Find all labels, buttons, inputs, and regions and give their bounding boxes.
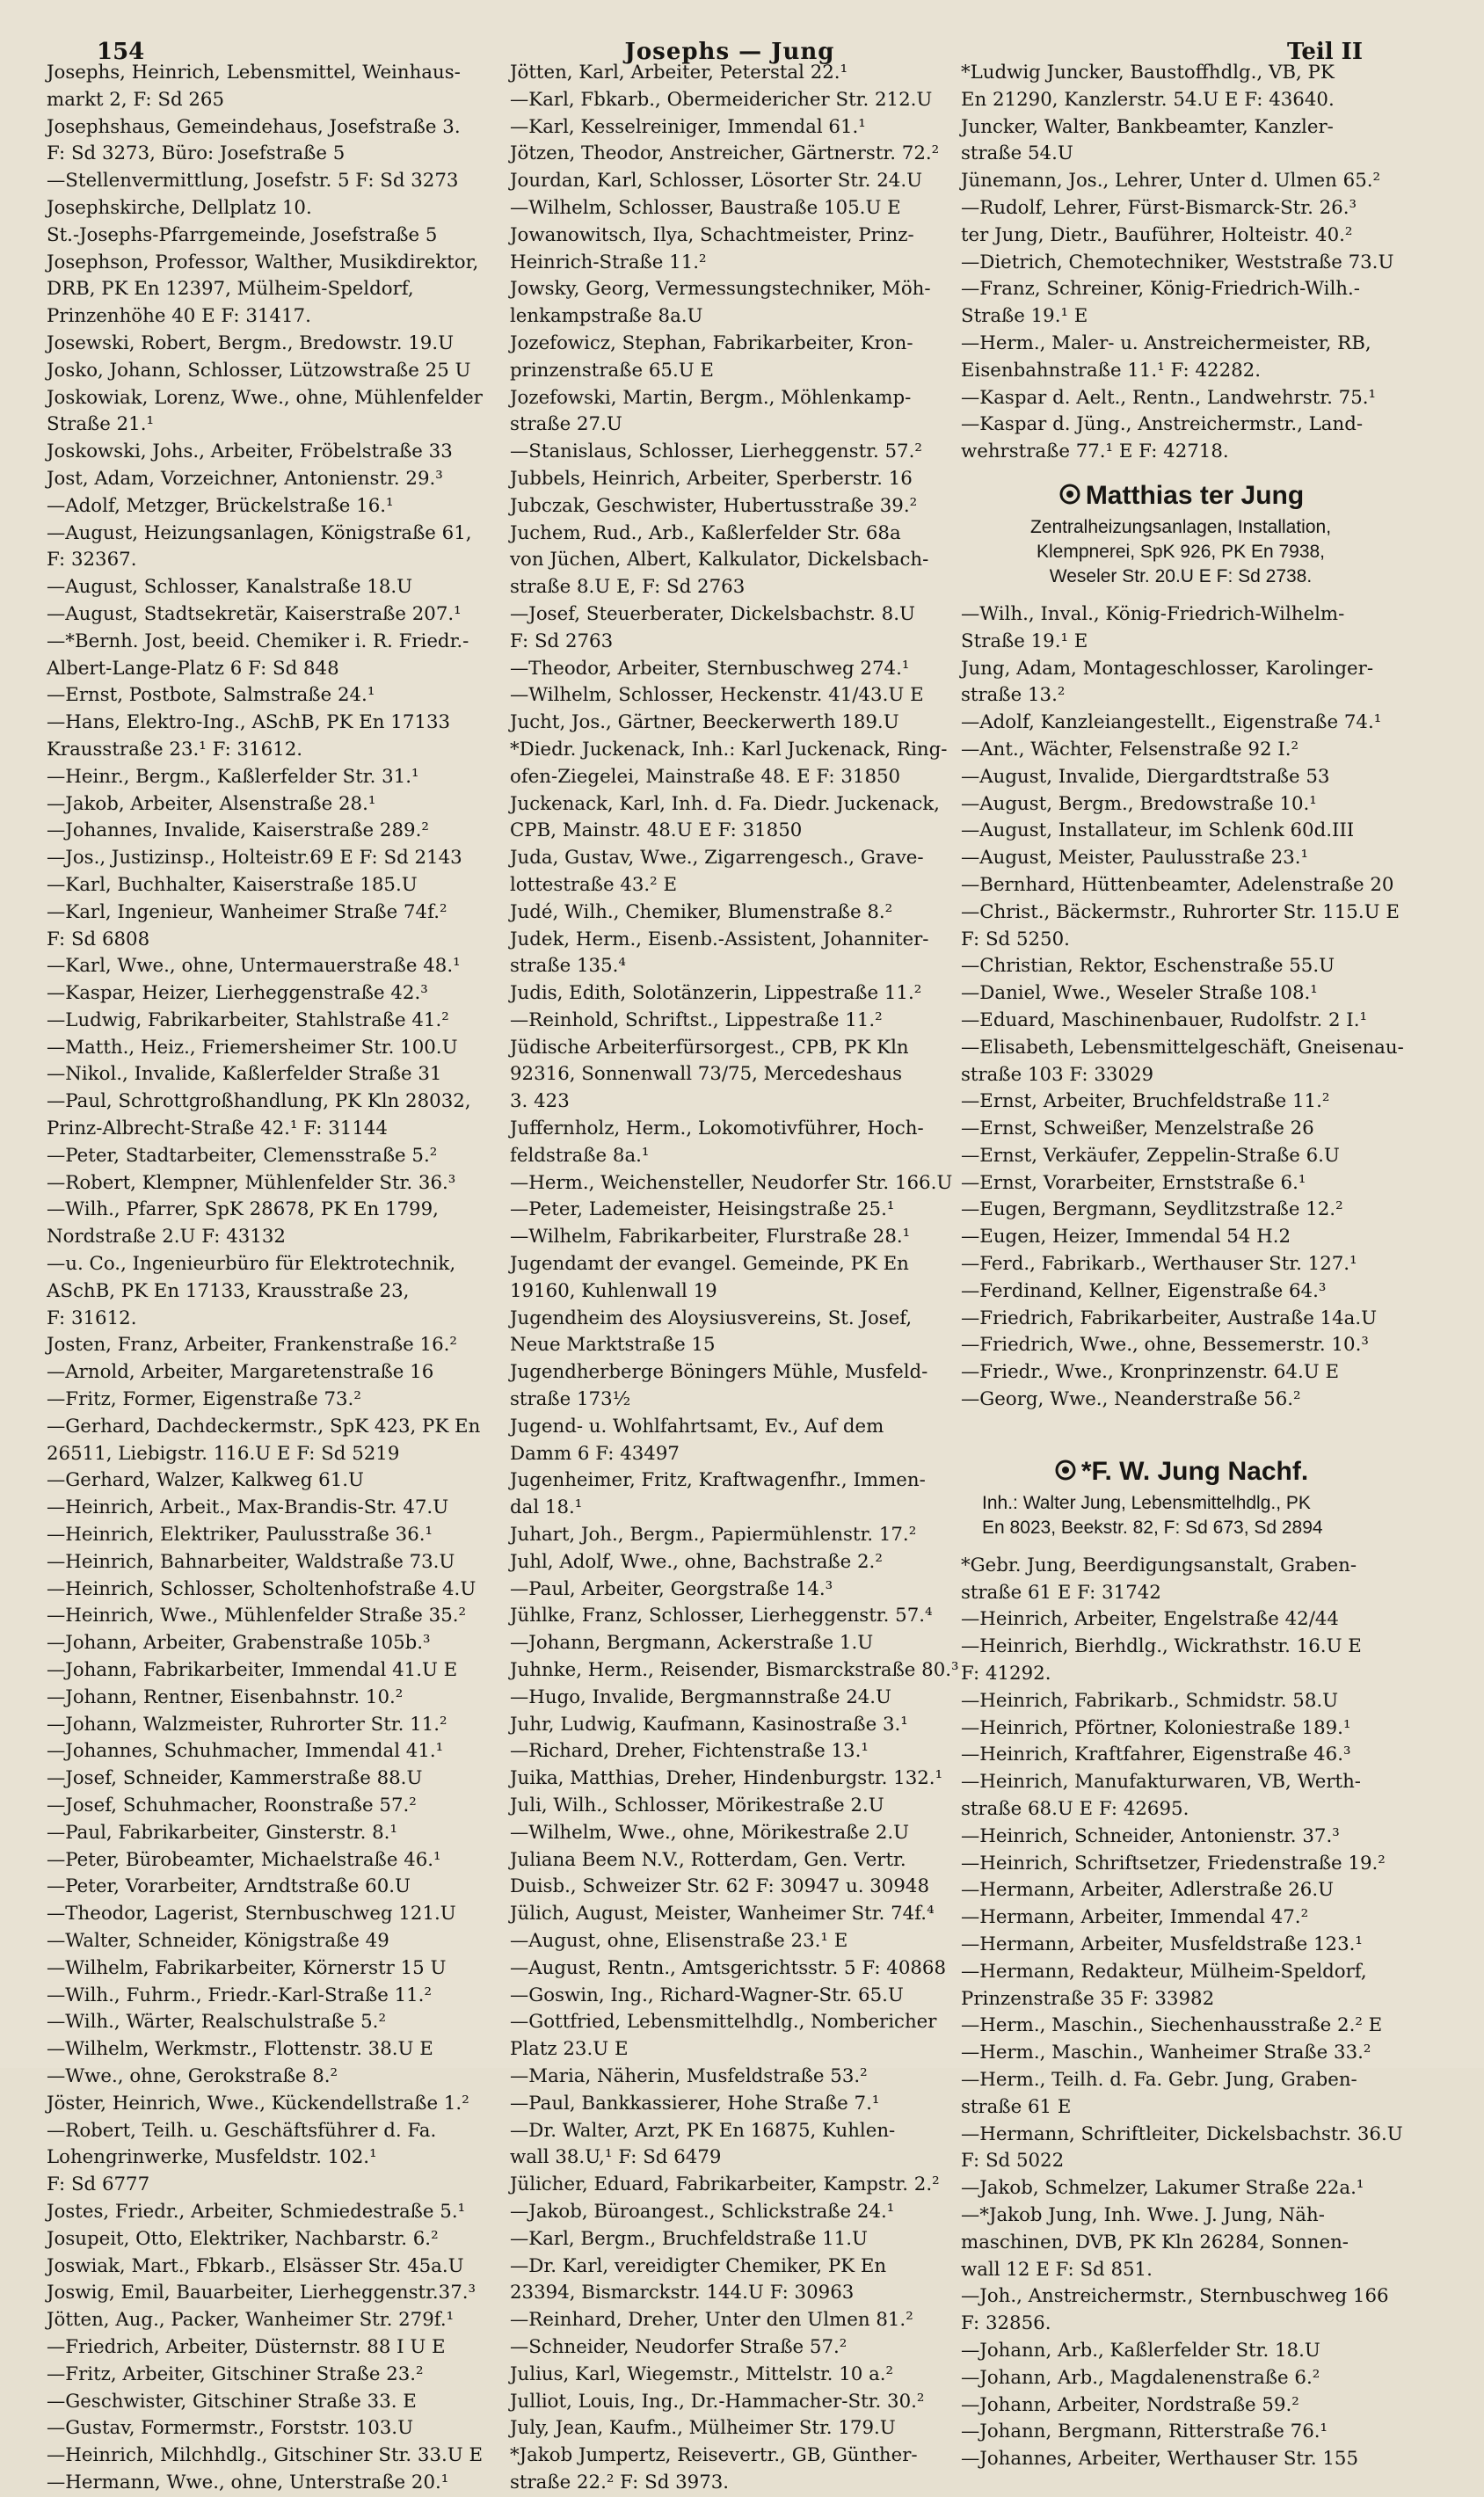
directory-entry-line: ter Jung, Dietr., Bauführer, Holteistr. 40.² [961, 223, 1353, 246]
directory-entry-line: —Reinhold, Schriftst., Lippestraße 11.² [510, 1008, 883, 1031]
directory-entry-line: —Johann, Walzmeister, Ruhrorter Str. 11.² [47, 1713, 447, 1736]
directory-entry-line: Jugendheim des Aloysiusvereins, St. Josef, [510, 1307, 913, 1329]
directory-entry-line: —Bernhard, Hüttenbeamter, Adelenstraße 20 [961, 873, 1394, 896]
directory-entry-line: —Herm., Weichensteller, Neudorfer Str. 166.U [510, 1171, 953, 1194]
directory-entry-line: —Wilh., Inval., König-Friedrich-Wilhelm- [961, 602, 1345, 625]
directory-entry-line: —Wilh., Wärter, Realschulstraße 5.² [47, 2011, 386, 2034]
directory-entry-line: Jubbels, Heinrich, Arbeiter, Sperberstr. 16 [510, 467, 913, 490]
directory-entry-line: maschinen, DVB, PK Kln 26284, Sonnen- [961, 2231, 1349, 2253]
directory-entry-line: Nordstraße 2.U F: 43132 [47, 1226, 286, 1248]
directory-entry-line: —Karl, Fbkarb., Obermeidericher Str. 212.U [510, 88, 933, 111]
directory-entry-line: Duisb., Schweizer Str. 62 F: 30947 u. 30948 [510, 1875, 930, 1898]
directory-entry-line: Josephshaus, Gemeindehaus, Josefstraße 3. [47, 115, 461, 138]
directory-entry-line: —Richard, Dreher, Fichtenstraße 13.¹ [510, 1740, 869, 1763]
directory-entry-line: —Jakob, Büroangest., Schlickstraße 24.¹ [510, 2200, 895, 2223]
directory-entry-line: —Dr. Karl, vereidigter Chemiker, PK En [510, 2254, 887, 2277]
column-1 [47, 60, 497, 2493]
directory-entry-line: Juncker, Walter, Bankbeamter, Kanzler- [961, 115, 1334, 138]
directory-entry-line: —Johannes, Schuhmacher, Immendal 41.¹ [47, 1740, 444, 1763]
directory-entry-line: 23394, Bismarckstr. 144.U F: 30963 [510, 2282, 855, 2304]
directory-entry-line: F: 32367. [47, 549, 137, 571]
directory-entry-line: —Heinrich, Bahnarbeiter, Waldstraße 73.U [47, 1550, 455, 1573]
directory-entry-line: Platz 23.U E [510, 2038, 629, 2061]
advert-line: Zentralheizungsanlagen, Installation, [1029, 516, 1332, 537]
directory-entry-line: —Robert, Klempner, Mühlenfelder Str. 36.³ [47, 1171, 456, 1194]
directory-entry-line: F: 41292. [961, 1663, 1051, 1685]
directory-entry-line: Prinzenhöhe 40 E F: 31417. [47, 305, 311, 328]
directory-entry-line: —Wilh., Fuhrm., Friedr.-Karl-Straße 11.² [47, 1984, 432, 2006]
directory-entry-line: Jucht, Jos., Gärtner, Beeckerwerth 189.U [510, 711, 899, 734]
directory-entry-line: —Stellenvermittlung, Josefstr. 5 F: Sd 3273 [47, 170, 459, 193]
directory-entry-line: Jühlke, Franz, Schlosser, Lierheggenstr. 57.⁴ [510, 1605, 933, 1627]
advert-line: En 8023, Beekstr. 82, F: Sd 673, Sd 2894 [982, 1517, 1323, 1538]
directory-entry-line: —Kaspar d. Aelt., Rentn., Landwehrstr. 75.¹ [961, 386, 1377, 409]
directory-entry-line: —Dietrich, Chemotechniker, Weststraße 73.U [961, 251, 1394, 273]
directory-entry-line: —Georg, Wwe., Neanderstraße 56.² [961, 1388, 1301, 1411]
directory-entry-line: F: 31612. [47, 1307, 137, 1329]
directory-entry-line: von Jüchen, Albert, Kalkulator, Dickelsbach- [510, 549, 929, 571]
directory-entry-line: F: Sd 5250. [961, 928, 1070, 950]
directory-entry-line: Jozefowicz, Stephan, Fabrikarbeiter, Kron- [510, 331, 913, 354]
directory-entry-line: —Matth., Heiz., Friemersheimer Str. 100.U [47, 1036, 458, 1059]
directory-entry-line: —Josef, Schuhmacher, Roonstraße 57.² [47, 1794, 417, 1816]
directory-entry-line: CPB, Mainstr. 48.U E F: 31850 [510, 819, 803, 842]
directory-entry-line: F: Sd 3273, Büro: Josefstraße 5 [47, 142, 346, 165]
advert-title: *F. W. Jung Nachf. [1080, 1456, 1309, 1486]
directory-entry-line: —Paul, Schrottgroßhandlung, PK Kln 28032, [47, 1090, 471, 1113]
directory-entry-line: —Gottfried, Lebensmittelhdlg., Nombericher [510, 2011, 937, 2034]
directory-entry-line: wall 12 E F: Sd 851. [961, 2258, 1153, 2281]
directory-entry-line: —Peter, Lademeister, Heisingstraße 25.¹ [510, 1198, 895, 1221]
directory-entry-line: —August, ohne, Elisenstraße 23.¹ E [510, 1929, 848, 1952]
directory-entry-line: Jowanowitsch, Ilya, Schachtmeister, Prinz- [510, 223, 914, 246]
advert-line: Klempnerei, SpK 926, PK En 7938, [1036, 541, 1326, 562]
directory-entry-line: —Hermann, Arbeiter, Immendal 47.² [961, 1906, 1309, 1929]
directory-entry-line: Straße 19.¹ E [961, 630, 1088, 652]
directory-entry-line: —August, Meister, Paulusstraße 23.¹ [961, 847, 1309, 870]
directory-entry-line: F: Sd 2763 [510, 630, 614, 652]
directory-entry-line: Straße 19.¹ E [961, 305, 1088, 328]
advert-line: Inh.: Walter Jung, Lebensmittelhdlg., PK [982, 1492, 1311, 1513]
directory-entry-line: Joswiak, Mart., Fbkarb., Elsässer Str. 45a.U [47, 2254, 464, 2277]
directory-entry-line: —Heinrich, Milchhdlg., Gitschiner Str. 33.U E [47, 2444, 484, 2467]
directory-entry-line: Jötten, Karl, Arbeiter, Peterstal 22.¹ [510, 62, 848, 84]
directory-entry-line: En 21290, Kanzlerstr. 54.U E F: 43640. [961, 88, 1335, 111]
directory-entry-line: —Josef, Schneider, Kammerstraße 88.U [47, 1767, 423, 1790]
directory-entry-line: —Johann, Rentner, Eisenbahnstr. 10.² [47, 1685, 404, 1708]
directory-entry-line: —Stanislaus, Schlosser, Lierheggenstr. 57.² [510, 440, 922, 463]
directory-entry-line: —Hermann, Schriftleiter, Dickelsbachstr. 36.U [961, 2122, 1403, 2145]
directory-entry-line: wehrstraße 77.¹ E F: 42718. [961, 440, 1229, 463]
directory-entry-line: —Heinr., Bergm., Kaßlerfelder Str. 31.¹ [47, 765, 419, 788]
directory-entry-line: —Arnold, Arbeiter, Margaretenstraße 16 [47, 1361, 434, 1384]
column-2 [510, 60, 959, 2493]
directory-entry-line: —Peter, Bürobeamter, Michaelstraße 46.¹ [47, 1848, 441, 1871]
directory-entry-line: markt 2, F: Sd 265 [47, 88, 224, 111]
directory-entry-line: Jubczak, Geschwister, Hubertusstraße 39.² [510, 494, 918, 517]
directory-entry-line: straße 135.⁴ [510, 955, 626, 978]
directory-entry-line: —Adolf, Kanzleiangestellt., Eigenstraße 74.¹ [961, 711, 1382, 734]
directory-entry-line: —Ant., Wächter, Felsenstraße 92 I.² [961, 738, 1299, 761]
directory-entry-line: 26511, Liebigstr. 116.U E F: Sd 5219 [47, 1442, 400, 1465]
directory-entry-line: dal 18.¹ [510, 1496, 583, 1519]
directory-entry-line: —Heinrich, Schriftsetzer, Friedenstraße 19.² [961, 1852, 1386, 1875]
directory-entry-line: —Eugen, Heizer, Immendal 54 H.2 [961, 1226, 1291, 1248]
directory-entry-line: —Heinrich, Elektriker, Paulusstraße 36.¹ [47, 1524, 433, 1547]
directory-entry-line: —Adolf, Metzger, Brückelstraße 16.¹ [47, 494, 394, 517]
directory-entry-line: —Gustav, Formermstr., Forststr. 103.U [47, 2417, 414, 2440]
directory-entry-line: Josephson, Professor, Walther, Musikdirektor, [47, 251, 479, 273]
directory-entry-line: 92316, Sonnenwall 73/75, Mercedeshaus [510, 1063, 903, 1086]
directory-entry-line: —*Jakob Jung, Inh. Wwe. J. Jung, Näh- [961, 2203, 1325, 2226]
directory-entry-line: *Ludwig Juncker, Baustoffhdlg., VB, PK [961, 62, 1335, 84]
directory-entry-line: —August, Rentn., Amtsgerichtsstr. 5 F: 40868 [510, 1956, 947, 1979]
directory-entry-line: —Hermann, Redakteur, Mülheim-Speldorf, [961, 1960, 1367, 1983]
directory-entry-line: ASchB, PK En 17133, Krausstraße 23, [47, 1279, 410, 1302]
directory-entry-line: —Wilhelm, Schlosser, Heckenstr. 41/43.U E [510, 684, 924, 707]
directory-entry-line: Julliot, Louis, Ing., Dr.-Hammacher-Str. 30.² [510, 2390, 925, 2413]
directory-entry-line: —Ernst, Verkäufer, Zeppelin-Straße 6.U [961, 1144, 1340, 1167]
directory-entry-line: —Reinhard, Dreher, Unter den Ulmen 81.² [510, 2309, 913, 2332]
directory-entry-line: —August, Installateur, im Schlenk 60d.III [961, 819, 1355, 842]
directory-entry-line: —August, Invalide, Diergardtstraße 53 [961, 765, 1330, 788]
directory-entry-line: —Nikol., Invalide, Kaßlerfelder Straße 31 [47, 1063, 442, 1086]
directory-entry-line: —Josef, Steuerberater, Dickelsbachstr. 8.U [510, 602, 915, 625]
column-3 [961, 60, 1404, 2471]
directory-entry-line: Lohengrinwerke, Musfeldstr. 102.¹ [47, 2146, 377, 2169]
directory-entry-line: —Heinrich, Pförtner, Koloniestraße 189.¹ [961, 1716, 1351, 1739]
directory-entry-line: —Johann, Bergmann, Ritterstraße 76.¹ [961, 2421, 1328, 2443]
directory-entry-line: Juhl, Adolf, Wwe., ohne, Bachstraße 2.² [510, 1550, 883, 1573]
directory-entry-line: straße 8.U E, F: Sd 2763 [510, 576, 746, 599]
directory-entry-line: —Daniel, Wwe., Weseler Straße 108.¹ [961, 982, 1318, 1005]
directory-entry-line: —Heinrich, Schneider, Antonienstr. 37.³ [961, 1824, 1340, 1847]
directory-entry-line: —Paul, Fabrikarbeiter, Ginsterstr. 8.¹ [47, 1821, 397, 1844]
directory-entry-line: Joskowiak, Lorenz, Wwe., ohne, Mühlenfelder [47, 386, 483, 409]
directory-entry-line: —Ferdinand, Kellner, Eigenstraße 64.³ [961, 1279, 1327, 1302]
directory-entry-line: —Wilhelm, Schlosser, Baustraße 105.U E [510, 196, 901, 219]
directory-entry-line: Jöster, Heinrich, Wwe., Kückendellstraße 1.² [47, 2092, 469, 2115]
directory-entry-line: Jowsky, Georg, Vermessungstechniker, Möh- [510, 278, 931, 301]
directory-entry-line: straße 54.U [961, 142, 1073, 165]
directory-entry-line: —Herm., Teilh. d. Fa. Gebr. Jung, Graben- [961, 2069, 1357, 2091]
directory-entry-line: Juffernholz, Herm., Lokomotivführer, Hoch- [510, 1117, 924, 1140]
directory-entry-line: straße 61 E [961, 2095, 1072, 2118]
directory-entry-line: —Hermann, Arbeiter, Adlerstraße 26.U [961, 1879, 1335, 1902]
directory-entry-line: Juika, Matthias, Dreher, Hindenburgstr. 132.¹ [510, 1767, 943, 1790]
directory-entry-line: F: Sd 5022 [961, 2150, 1065, 2173]
directory-entry-line: —Gerhard, Walzer, Kalkweg 61.U [47, 1469, 364, 1492]
directory-entry-line: prinzenstraße 65.U E [510, 359, 714, 382]
directory-entry-line: —Joh., Anstreichermstr., Sternbuschweg 166 [961, 2285, 1389, 2308]
firm-logo-icon [1053, 1458, 1078, 1482]
directory-entry-line: —Franz, Schreiner, König-Friedrich-Wilh.- [961, 278, 1360, 301]
directory-entry-line: —Johann, Arbeiter, Nordstraße 59.² [961, 2393, 1299, 2416]
directory-entry-line: —Ludwig, Fabrikarbeiter, Stahlstraße 41.² [47, 1008, 449, 1031]
directory-entry-line: —Ernst, Postbote, Salmstraße 24.¹ [47, 684, 375, 707]
directory-entry-line: —Goswin, Ing., Richard-Wagner-Str. 65.U [510, 1984, 904, 2006]
directory-entry-line: —Hermann, Arbeiter, Musfeldstraße 123.¹ [961, 1933, 1363, 1956]
directory-entry-line: —Christian, Rektor, Eschenstraße 55.U [961, 955, 1335, 978]
directory-entry-line: —Geschwister, Gitschiner Straße 33. E [47, 2390, 417, 2413]
directory-entry-line: Juckenack, Karl, Inh. d. Fa. Diedr. Juckenack, [510, 792, 940, 815]
directory-entry-line: —Elisabeth, Lebensmittelgeschäft, Gneisenau- [961, 1036, 1404, 1059]
directory-entry-line: Prinzenstraße 35 F: 33982 [961, 1987, 1215, 2010]
directory-entry-line: —Fritz, Arbeiter, Gitschiner Straße 23.² [47, 2362, 424, 2385]
directory-entry-line: Juli, Wilh., Schlosser, Mörikestraße 2.U [510, 1794, 884, 1816]
directory-entry-line: Judé, Wilh., Chemiker, Blumenstraße 8.² [510, 900, 893, 923]
directory-entry-line: —Maria, Näherin, Musfeldstraße 53.² [510, 2064, 868, 2087]
directory-entry-line: Jugendherberge Böningers Mühle, Musfeld- [510, 1361, 928, 1384]
directory-entry-line: —Johann, Arbeiter, Grabenstraße 105b.³ [47, 1632, 431, 1655]
directory-entry-line: feldstraße 8a.¹ [510, 1144, 650, 1167]
directory-entry-line: Jugendamt der evangel. Gemeinde, PK En [510, 1253, 909, 1276]
directory-entry-line: —Heinrich, Kraftfahrer, Eigenstraße 46.³ [961, 1744, 1351, 1766]
directory-entry-line: straße 22.² F: Sd 3973. [510, 2471, 730, 2493]
directory-entry-line: Jozefowski, Martin, Bergm., Möhlenkamp- [510, 386, 912, 409]
directory-entry-line: Jostes, Friedr., Arbeiter, Schmiedestraße 5.¹ [47, 2200, 466, 2223]
directory-entry-line: Josephskirche, Dellplatz 10. [47, 196, 312, 219]
directory-entry-line: —Dr. Walter, Arzt, PK En 16875, Kuhlen- [510, 2119, 896, 2142]
directory-entry-line: —Herm., Maschin., Wanheimer Straße 33.² [961, 2042, 1371, 2064]
directory-entry-line: —August, Stadtsekretär, Kaiserstraße 207.¹ [47, 602, 462, 625]
directory-entry-line: Albert-Lange-Platz 6 F: Sd 848 [47, 657, 339, 680]
directory-entry-line: —Johannes, Invalide, Kaiserstraße 289.² [47, 819, 429, 842]
directory-entry-line: —Heinrich, Bierhdlg., Wickrathstr. 16.U E [961, 1635, 1362, 1658]
directory-entry-line: St.-Josephs-Pfarrgemeinde, Josefstraße 5 [47, 223, 438, 246]
directory-entry-line: Juhart, Joh., Bergm., Papiermühlenstr. 17.² [510, 1524, 917, 1547]
directory-entry-line: F: 32856. [961, 2312, 1051, 2335]
directory-entry-line: *Gebr. Jung, Beerdigungsanstalt, Graben- [961, 1554, 1357, 1576]
firm-logo-icon [1058, 482, 1082, 506]
directory-entry-line: —Wilhelm, Werkmstr., Flottenstr. 38.U E [47, 2038, 433, 2061]
directory-entry-line: Juliana Beem N.V., Rotterdam, Gen. Vertr. [510, 1848, 906, 1871]
directory-entry-line: —Heinrich, Arbeiter, Engelstraße 42/44 [961, 1608, 1339, 1631]
directory-entry-line: Eisenbahnstraße 11.¹ F: 42282. [961, 359, 1261, 382]
directory-entry-line: —Ferd., Fabrikarb., Werthauser Str. 127.¹ [961, 1253, 1357, 1276]
directory-entry-line: —Hermann, Wwe., ohne, Unterstraße 20.¹ [47, 2471, 449, 2493]
directory-entry-line: Jourdan, Karl, Schlosser, Lösorter Str. 24.U [510, 170, 923, 193]
directory-entry-line: —Friedr., Wwe., Kronprinzenstr. 64.U E [961, 1361, 1339, 1384]
directory-entry-line: —Ernst, Arbeiter, Bruchfeldstraße 11.² [961, 1090, 1330, 1113]
directory-entry-line: July, Jean, Kaufm., Mülheimer Str. 179.U [510, 2417, 896, 2440]
directory-entry-line: Juda, Gustav, Wwe., Zigarrengesch., Grave- [510, 847, 924, 870]
directory-entry-line: DRB, PK En 12397, Mülheim-Speldorf, [47, 278, 414, 301]
directory-entry-line: Neue Marktstraße 15 [510, 1334, 716, 1357]
directory-entry-line: Heinrich-Straße 11.² [510, 251, 707, 273]
directory-entry-line: straße 27.U [510, 413, 622, 436]
directory-entry-line: —Heinrich, Arbeit., Max-Brandis-Str. 47.U [47, 1496, 449, 1519]
directory-entry-line: —Karl, Ingenieur, Wanheimer Straße 74f.² [47, 900, 447, 923]
directory-entry-line: —Jakob, Arbeiter, Alsenstraße 28.¹ [47, 792, 376, 815]
directory-entry-line: —Fritz, Former, Eigenstraße 73.² [47, 1388, 361, 1411]
directory-entry-line: —Friedrich, Fabrikarbeiter, Austraße 14a.U [961, 1307, 1378, 1329]
directory-entry-line: —Wilhelm, Fabrikarbeiter, Flurstraße 28.¹ [510, 1226, 911, 1248]
column-3-middle-entries [961, 601, 1404, 1414]
directory-entry-line: *Diedr. Juckenack, Inh.: Karl Juckenack, Ring- [510, 738, 948, 761]
directory-entry-line: —Heinrich, Wwe., Mühlenfelder Straße 35.² [47, 1605, 467, 1627]
directory-entry-line: Jost, Adam, Vorzeichner, Antonienstr. 29.³ [47, 467, 443, 490]
directory-entry-line: —Friedrich, Wwe., ohne, Bessemerstr. 10.³ [961, 1334, 1369, 1357]
directory-entry-line: *Jakob Jumpertz, Reisevertr., GB, Günther- [510, 2444, 918, 2467]
directory-entry-line: Josephs, Heinrich, Lebensmittel, Weinhaus- [47, 62, 461, 84]
directory-entry-line: Joswig, Emil, Bauarbeiter, Lierheggenstr.37.³ [47, 2282, 476, 2304]
directory-entry-line: —Peter, Vorarbeiter, Arndtstraße 60.U [47, 1875, 411, 1898]
directory-entry-line: Prinz-Albrecht-Straße 42.¹ F: 31144 [47, 1117, 388, 1140]
directory-entry-line: —Johannes, Arbeiter, Werthauser Str. 155 [961, 2448, 1359, 2471]
directory-entry-line: —Christ., Bäckermstr., Ruhrorter Str. 115.U E [961, 900, 1400, 923]
directory-entry-line: —Wilh., Pfarrer, SpK 28678, PK En 1799, [47, 1198, 439, 1221]
directory-entry-line: F: Sd 6808 [47, 928, 150, 950]
directory-entry-line: —Wwe., ohne, Gerokstraße 8.² [47, 2064, 338, 2087]
directory-entry-line: —Wilhelm, Fabrikarbeiter, Körnerstr 15 U [47, 1956, 447, 1979]
directory-entry-line: straße 103 F: 33029 [961, 1063, 1154, 1086]
directory-entry-line: Damm 6 F: 43497 [510, 1442, 680, 1465]
directory-entry-line: —Rudolf, Lehrer, Fürst-Bismarck-Str. 26.³ [961, 196, 1357, 219]
directory-entry-line: —Karl, Wwe., ohne, Untermauerstraße 48.¹ [47, 955, 461, 978]
directory-entry-line: straße 13.² [961, 684, 1066, 707]
directory-entry-line: lenkampstraße 8a.U [510, 305, 703, 328]
advert-fw-jung-nachf [961, 1452, 1400, 1540]
advert-matthias-ter-jung [961, 477, 1400, 589]
page-title: Josephs — Jung [624, 39, 835, 65]
directory-entry-line: 19160, Kuhlenwall 19 [510, 1279, 717, 1302]
directory-entry-line: Jülich, August, Meister, Wanheimer Str. 74f.⁴ [510, 1903, 935, 1926]
directory-entry-line: Jötten, Aug., Packer, Wanheimer Str. 279f.¹ [47, 2309, 455, 2332]
directory-entry-line: —Hugo, Invalide, Bergmannstraße 24.U [510, 1685, 892, 1708]
advert-title: Matthias ter Jung [1085, 480, 1305, 510]
directory-entry-line: Joskowski, Johs., Arbeiter, Fröbelstraße 33 [47, 440, 453, 463]
directory-entry-line: —Johann, Bergmann, Ackerstraße 1.U [510, 1632, 874, 1655]
directory-entry-line: —Eduard, Maschinenbauer, Rudolfstr. 2 I.¹ [961, 1008, 1368, 1031]
directory-entry-line: —Theodor, Lagerist, Sternbuschweg 121.U [47, 1903, 456, 1926]
directory-entry-line: Jünemann, Jos., Lehrer, Unter d. Ulmen 65.² [961, 170, 1381, 193]
directory-entry-line: lottestraße 43.² E [510, 873, 678, 896]
directory-entry-line: straße 68.U E F: 42695. [961, 1798, 1189, 1821]
directory-entry-line: —Peter, Stadtarbeiter, Clemensstraße 5.² [47, 1144, 438, 1167]
directory-entry-line: —Theodor, Arbeiter, Sternbuschweg 274.¹ [510, 657, 910, 680]
directory-entry-line: Jugenheimer, Fritz, Kraftwagenfhr., Immen- [510, 1469, 926, 1492]
directory-entry-line: Julius, Karl, Wiegemstr., Mittelstr. 10 a.² [510, 2362, 894, 2385]
directory-entry-line: —Heinrich, Schlosser, Scholtenhofstraße 4.U [47, 1577, 476, 1600]
directory-entry-line: Josko, Johann, Schlosser, Lützowstraße 25 U [47, 359, 471, 382]
directory-entry-line: straße 173½ [510, 1388, 631, 1411]
directory-entry-line: —Ernst, Schweißer, Menzelstraße 26 [961, 1117, 1314, 1140]
directory-entry-line: —Kaspar d. Jüng., Anstreichermstr., Land- [961, 413, 1364, 436]
directory-entry-line: Juhr, Ludwig, Kaufmann, Kasinostraße 3.¹ [510, 1713, 908, 1736]
directory-entry-line: —Herm., Maschin., Siechenhausstraße 2.² E [961, 2014, 1383, 2037]
directory-entry-line: Straße 21.¹ [47, 413, 155, 436]
directory-entry-line: —Paul, Arbeiter, Georgstraße 14.³ [510, 1577, 833, 1600]
directory-entry-line: Juchem, Rud., Arb., Kaßlerfelder Str. 68a [510, 521, 901, 544]
directory-entry-line: —Johann, Fabrikarbeiter, Immendal 41.U E [47, 1659, 458, 1682]
directory-entry-line: —u. Co., Ingenieurbüro für Elektrotechnik, [47, 1253, 456, 1276]
directory-entry-line: —Jakob, Schmelzer, Lakumer Straße 22a.¹ [961, 2177, 1364, 2200]
directory-entry-line: —Jos., Justizinsp., Holteistr.69 E F: Sd 2143 [47, 847, 462, 870]
directory-entry-line: —Johann, Arb., Kaßlerfelder Str. 18.U [961, 2339, 1320, 2362]
directory-entry-line: —Kaspar, Heizer, Lierheggenstraße 42.³ [47, 982, 428, 1005]
directory-entry-line: —*Bernh. Jost, beeid. Chemiker i. R. Friedr.- [47, 630, 469, 652]
directory-entry-line: Jüdische Arbeiterfürsorgest., CPB, PK Kln [510, 1036, 909, 1059]
directory-entry-line: —Robert, Teilh. u. Geschäftsführer d. Fa. [47, 2119, 437, 2142]
directory-entry-line: —Karl, Bergm., Bruchfeldstraße 11.U [510, 2227, 868, 2250]
directory-entry-line: —Johann, Arb., Magdalenenstraße 6.² [961, 2366, 1320, 2389]
directory-entry-line: Judek, Herm., Eisenb.-Assistent, Johanniter- [510, 928, 929, 950]
page-number: 154 [97, 39, 145, 65]
directory-entry-line: —Herm., Maler- u. Anstreichermeister, RB, [961, 331, 1371, 354]
directory-entry-line: Josten, Franz, Arbeiter, Frankenstraße 16.² [47, 1334, 457, 1357]
directory-entry-line: —August, Heizungsanlagen, Königstraße 61, [47, 521, 472, 544]
directory-entry-line: —Wilhelm, Wwe., ohne, Mörikestraße 2.U [510, 1821, 910, 1844]
directory-entry-line: —Heinrich, Manufakturwaren, VB, Werth- [961, 1771, 1361, 1794]
directory-entry-line: —Friedrich, Arbeiter, Düsternstr. 88 I U E [47, 2335, 446, 2358]
directory-entry-line: 3. 423 [510, 1090, 570, 1113]
directory-entry-line: —Walter, Schneider, Königstraße 49 [47, 1929, 389, 1952]
directory-entry-line: Jung, Adam, Montageschlosser, Karolinger- [961, 657, 1374, 680]
directory-entry-line: Jötzen, Theodor, Anstreicher, Gärtnerstr. 72.² [510, 142, 940, 165]
column-3-bottom-entries [961, 1553, 1403, 2473]
part-label: Teil II [1286, 39, 1363, 65]
directory-entry-line: Josewski, Robert, Bergm., Bredowstr. 19.U [47, 331, 455, 354]
directory-entry-line: —Eugen, Bergmann, Seydlitzstraße 12.² [961, 1198, 1343, 1221]
directory-entry-line: wall 38.U,¹ F: Sd 6479 [510, 2146, 722, 2169]
directory-entry-line: —Ernst, Vorarbeiter, Ernststraße 6.¹ [961, 1171, 1306, 1194]
column-3-top-entries [961, 60, 1400, 466]
directory-entry-line: —August, Bergm., Bredowstraße 10.¹ [961, 792, 1317, 815]
directory-entry-line: ofen-Ziegelei, Mainstraße 48. E F: 31850 [510, 765, 901, 788]
advert-line: Weseler Str. 20.U E F: Sd 2738. [1049, 565, 1313, 586]
directory-entry-line: —Schneider, Neudorfer Straße 57.² [510, 2335, 847, 2358]
directory-entry-line: —Paul, Bankkassierer, Hohe Straße 7.¹ [510, 2092, 880, 2115]
directory-entry-line: Josupeit, Otto, Elektriker, Nachbarstr. 6.² [47, 2227, 439, 2250]
directory-entry-line: —Hans, Elektro-Ing., ASchB, PK En 17133 [47, 711, 451, 734]
directory-entry-line: Jülicher, Eduard, Fabrikarbeiter, Kampstr. 2.² [510, 2173, 940, 2196]
directory-entry-line: —Karl, Kesselreiniger, Immendal 61.¹ [510, 115, 866, 138]
directory-entry-line: —Karl, Buchhalter, Kaiserstraße 185.U [47, 873, 418, 896]
directory-entry-line: Juhnke, Herm., Reisender, Bismarckstraße 80.³ [510, 1659, 959, 1682]
directory-entry-line: Judis, Edith, Solotänzerin, Lippestraße 11.² [510, 982, 922, 1005]
directory-entry-line: Krausstraße 23.¹ F: 31612. [47, 738, 303, 761]
directory-entry-line: —Gerhard, Dachdeckermstr., SpK 423, PK En [47, 1415, 481, 1438]
directory-entry-line: Jugend- u. Wohlfahrtsamt, Ev., Auf dem [510, 1415, 884, 1438]
directory-entry-line: —August, Schlosser, Kanalstraße 18.U [47, 576, 413, 599]
directory-entry-line: F: Sd 6777 [47, 2173, 150, 2196]
directory-entry-line: —Heinrich, Fabrikarb., Schmidstr. 58.U [961, 1689, 1339, 1712]
directory-entry-line: straße 61 E F: 31742 [961, 1581, 1161, 1604]
